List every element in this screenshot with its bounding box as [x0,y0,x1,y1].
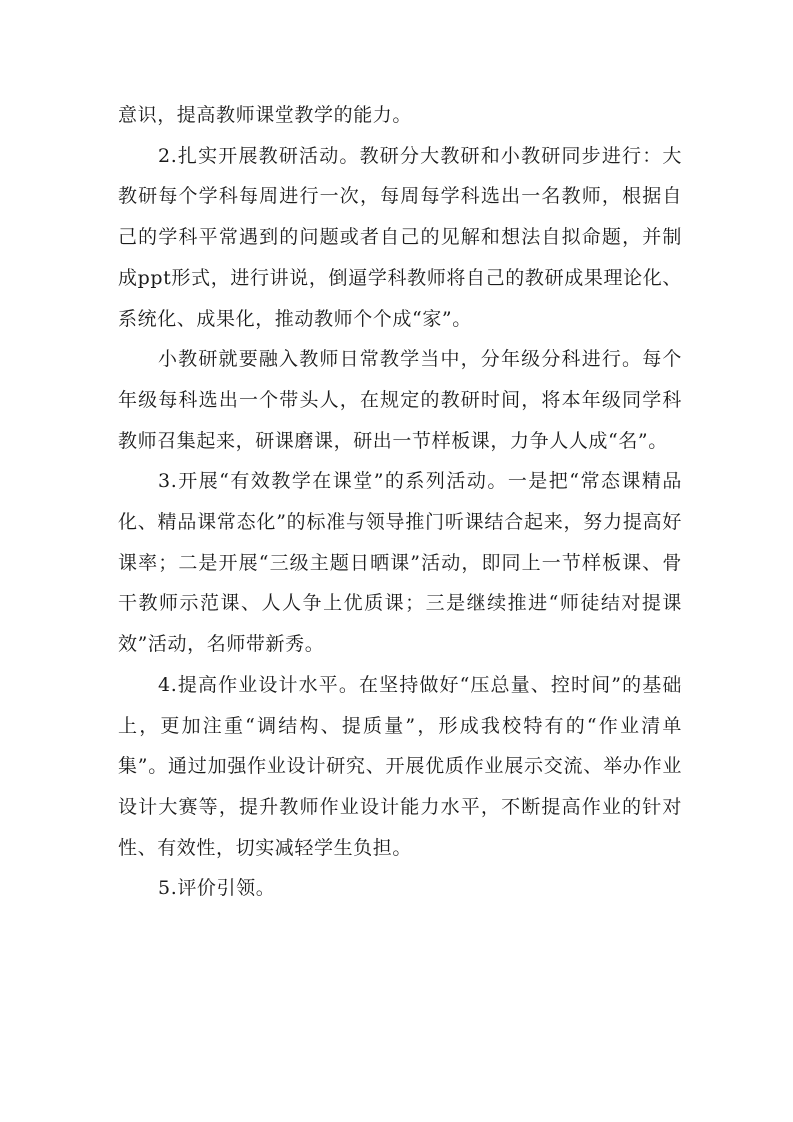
paragraph-continuation: 意识，提高教师课堂教学的能力。 [118,104,413,126]
paragraph-evaluation: 5.评价引领。 [158,877,276,900]
paragraph-teaching-research: 2.扎实开展教研活动。教研分大教研和小教研同步进行：大教研每个学科每周进行一次，每周每学科选出一名教师，根据自己的学科平常遇到的问题或者自己的见解和想法自拟命题，并制成ppt形式，进行讲说，倒逼学科教师将自己的教研成果理论化、系统化、成果化，推动教师个个成“家”。 [118,144,682,330]
paragraph-small-research: 小教研就要融入教师日常教学当中，分年级分科进行。每个年级每科选出一个带头人，在规定的教研时间，将本年级同学科教师召集起来，研课磨课，研出一节样板课，力争人人成“名”。 [118,348,682,452]
document-body [118,95,682,909]
paragraph-effective-teaching: 3.开展“有效教学在课堂”的系列活动。一是把“常态课精品化、精品课常态化”的标准与领导推门听课结合起来，努力提高好课率；二是开展“三级主题日晒课”活动，即同上一节样板课、骨干教师示范课、人人争上优质课；三是继续推进“师徒结对提课效”活动，名师带新秀。 [118,470,682,656]
paragraph-homework-design: 4.提高作业设计水平。在坚持做好“压总量、控时间”的基础上，更加注重“调结构、提质量”，形成我校特有的“作业清单集”。通过加强作业设计研究、开展优质作业展示交流、举办作业设计大赛等，提升教师作业设计能力水平，不断提高作业的针对性、有效性，切实减轻学生负担。 [118,673,682,859]
